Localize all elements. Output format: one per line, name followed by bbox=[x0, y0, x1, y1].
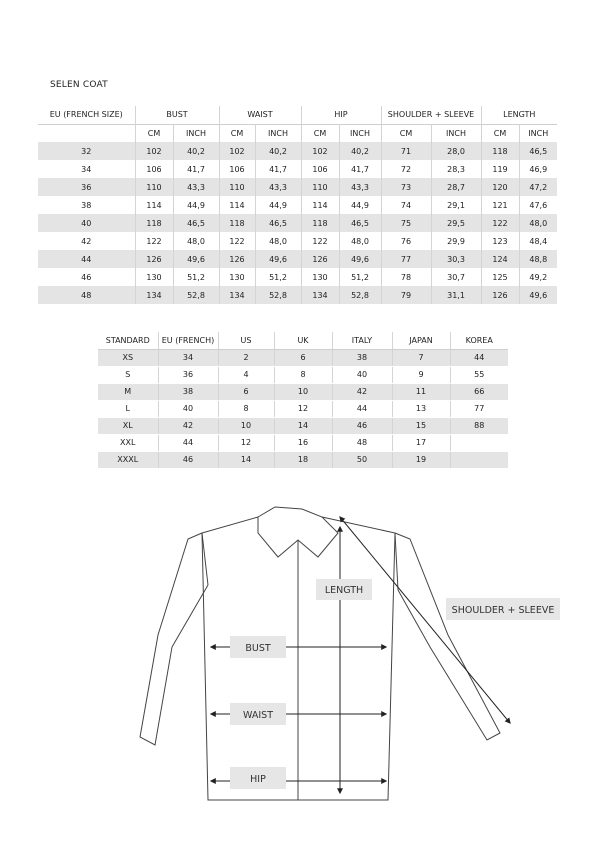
table-cell: 29,1 bbox=[431, 196, 481, 214]
column-header: UK bbox=[274, 332, 332, 349]
table-row bbox=[38, 142, 557, 160]
table-cell: 46,5 bbox=[173, 214, 219, 232]
table-cell: 32 bbox=[38, 142, 135, 160]
table-cell: 74 bbox=[381, 196, 431, 214]
waist-label bbox=[230, 703, 286, 725]
table-row bbox=[38, 250, 557, 268]
table-cell: 49,6 bbox=[173, 250, 219, 268]
table-cell: 46 bbox=[38, 268, 135, 286]
table-cell: 28,3 bbox=[431, 160, 481, 178]
table-cell: 17 bbox=[392, 434, 450, 451]
table-cell: 119 bbox=[481, 160, 519, 178]
bust-label-text: BUST bbox=[245, 643, 271, 654]
table-cell: 122 bbox=[135, 232, 173, 250]
table-cell: 44,9 bbox=[339, 196, 381, 214]
table-row bbox=[38, 232, 557, 250]
table-cell: 51,2 bbox=[339, 268, 381, 286]
table-cell: XXXL bbox=[98, 451, 158, 468]
table-cell: 102 bbox=[301, 142, 339, 160]
size-table bbox=[38, 106, 557, 304]
table-cell: 11 bbox=[392, 383, 450, 400]
table-cell bbox=[450, 451, 508, 468]
unit-header: CM bbox=[301, 124, 339, 142]
table-cell: 126 bbox=[219, 250, 255, 268]
table-cell: 52,8 bbox=[339, 286, 381, 304]
table-cell: 79 bbox=[381, 286, 431, 304]
column-header: SHOULDER + SLEEVE bbox=[381, 106, 481, 124]
column-header: ITALY bbox=[332, 332, 392, 349]
table-cell: 52,8 bbox=[173, 286, 219, 304]
table-cell: 77 bbox=[381, 250, 431, 268]
table-cell: 114 bbox=[135, 196, 173, 214]
table-cell: 46,5 bbox=[255, 214, 301, 232]
table-cell: 75 bbox=[381, 214, 431, 232]
table-cell: 110 bbox=[301, 178, 339, 196]
column-header: JAPAN bbox=[392, 332, 450, 349]
table-cell: 106 bbox=[135, 160, 173, 178]
table-cell: 40 bbox=[332, 366, 392, 383]
table-cell: 130 bbox=[301, 268, 339, 286]
table-cell: 48 bbox=[332, 434, 392, 451]
table-cell: 8 bbox=[274, 366, 332, 383]
table-cell: 52,8 bbox=[255, 286, 301, 304]
unit-header: INCH bbox=[173, 124, 219, 142]
table-cell: 48,0 bbox=[255, 232, 301, 250]
table-cell: 30,3 bbox=[431, 250, 481, 268]
unit-header: INCH bbox=[431, 124, 481, 142]
table-cell: 12 bbox=[218, 434, 274, 451]
table-cell: 44 bbox=[158, 434, 218, 451]
table-cell: 7 bbox=[392, 349, 450, 366]
table-cell: 48,8 bbox=[519, 250, 557, 268]
table-row bbox=[98, 417, 508, 434]
table-row bbox=[98, 434, 508, 451]
table-cell: 38 bbox=[158, 383, 218, 400]
table-cell: L bbox=[98, 400, 158, 417]
table-row bbox=[38, 196, 557, 214]
table-cell: 49,2 bbox=[529, 272, 548, 282]
unit-header: INCH bbox=[255, 124, 301, 142]
length-label-text: LENGTH bbox=[324, 585, 364, 596]
table-cell: 46,5 bbox=[519, 142, 557, 160]
standard-size-table bbox=[98, 332, 508, 469]
table-cell: XL bbox=[98, 417, 158, 434]
table-cell: 6 bbox=[274, 349, 332, 366]
table-cell: 16 bbox=[274, 434, 332, 451]
table-cell: 55 bbox=[450, 366, 508, 383]
table-cell: 40,2 bbox=[339, 142, 381, 160]
table-row bbox=[98, 366, 508, 383]
table-cell: 41,7 bbox=[339, 160, 381, 178]
table-cell: 13 bbox=[392, 400, 450, 417]
right-sleeve-outline bbox=[395, 533, 500, 740]
table-cell: 48,0 bbox=[519, 214, 557, 232]
table-cell: 121 bbox=[481, 196, 519, 214]
table-cell: 106 bbox=[301, 160, 339, 178]
column-header: STANDARD bbox=[98, 332, 158, 349]
table-cell: 44,9 bbox=[173, 196, 219, 214]
table-row bbox=[38, 268, 557, 286]
table-cell: 43,3 bbox=[255, 178, 301, 196]
page-title: SELEN COAT bbox=[50, 80, 108, 90]
table-cell: 130 bbox=[135, 268, 173, 286]
table-cell: 15 bbox=[392, 417, 450, 434]
table-cell: 44 bbox=[38, 250, 135, 268]
table-cell: XXL bbox=[98, 434, 158, 451]
table-cell: M bbox=[98, 383, 158, 400]
length-label bbox=[316, 579, 372, 600]
table-cell: 51,2 bbox=[255, 268, 301, 286]
column-header: HIP bbox=[301, 106, 381, 124]
table-cell: 44,9 bbox=[255, 196, 301, 214]
table-cell: 41,7 bbox=[173, 160, 219, 178]
table-cell: 122 bbox=[219, 232, 255, 250]
table-row bbox=[98, 451, 508, 468]
hip-label-text: HIP bbox=[250, 774, 266, 785]
table-cell: 18 bbox=[274, 451, 332, 468]
table-cell: 46 bbox=[332, 417, 392, 434]
bust-label bbox=[230, 636, 286, 658]
table-cell bbox=[450, 434, 508, 451]
unit-header: CM bbox=[381, 124, 431, 142]
table-cell: 6 bbox=[218, 383, 274, 400]
table-cell: 49,6 bbox=[255, 250, 301, 268]
table-cell: 44 bbox=[332, 400, 392, 417]
table-cell: 134 bbox=[219, 286, 255, 304]
standard-table-body bbox=[98, 349, 508, 468]
table-cell: 76 bbox=[381, 232, 431, 250]
table-cell: 134 bbox=[301, 286, 339, 304]
size-table-body bbox=[38, 142, 557, 304]
table-cell: 123 bbox=[481, 232, 519, 250]
table-cell: 40 bbox=[38, 214, 135, 232]
table-cell: 38 bbox=[38, 196, 135, 214]
waist-label-text: WAIST bbox=[242, 710, 274, 721]
table-cell: 126 bbox=[135, 250, 173, 268]
table-cell: 124 bbox=[481, 250, 519, 268]
shoulder-seam-right bbox=[395, 533, 398, 590]
table-cell: 51,2 bbox=[173, 268, 219, 286]
table-cell: 118 bbox=[481, 142, 519, 160]
table-cell: 114 bbox=[301, 196, 339, 214]
table-row bbox=[38, 160, 557, 178]
table-cell: 48,0 bbox=[339, 232, 381, 250]
table-cell: 30,7 bbox=[431, 268, 481, 286]
table-cell: 102 bbox=[135, 142, 173, 160]
table-cell: 44 bbox=[450, 349, 508, 366]
table-cell: 42 bbox=[38, 232, 135, 250]
unit-header: INCH bbox=[528, 128, 549, 138]
table-cell: 122 bbox=[301, 232, 339, 250]
table-cell: XS bbox=[98, 349, 158, 366]
column-header: EU (FRENCH) bbox=[158, 332, 218, 349]
table-cell: 122 bbox=[481, 214, 519, 232]
column-header: EU (FRENCH SIZE) bbox=[38, 106, 135, 124]
table-cell: S bbox=[98, 366, 158, 383]
table-cell: 46 bbox=[158, 451, 218, 468]
unit-header: CM bbox=[219, 124, 255, 142]
table-cell: 8 bbox=[218, 400, 274, 417]
table-cell: 72 bbox=[381, 160, 431, 178]
table-cell: 77 bbox=[450, 400, 508, 417]
shoulder-sleeve-label-text: SHOULDER + SLEEVE bbox=[451, 605, 555, 616]
table-cell: 50 bbox=[332, 451, 392, 468]
hip-label bbox=[230, 767, 286, 789]
table-cell: 19 bbox=[392, 451, 450, 468]
table-cell: 28,7 bbox=[431, 178, 481, 196]
table-cell: 43,3 bbox=[173, 178, 219, 196]
column-header: BUST bbox=[135, 106, 219, 124]
table-cell: 34 bbox=[158, 349, 218, 366]
unit-header: INCH bbox=[339, 124, 381, 142]
coat-measurement-diagram bbox=[0, 495, 595, 815]
table-cell: 10 bbox=[274, 383, 332, 400]
table-cell: 42 bbox=[158, 417, 218, 434]
table-cell: 14 bbox=[274, 417, 332, 434]
table-cell: 114 bbox=[219, 196, 255, 214]
shoulder-sleeve-label bbox=[446, 598, 560, 620]
column-header: WAIST bbox=[219, 106, 301, 124]
table-cell: 9 bbox=[392, 366, 450, 383]
table-cell: 31,1 bbox=[431, 286, 481, 304]
table-cell: 4 bbox=[218, 366, 274, 383]
table-row bbox=[38, 178, 557, 196]
table-cell: 73 bbox=[381, 178, 431, 196]
standard-table-header-row bbox=[98, 332, 508, 349]
table-cell: 130 bbox=[219, 268, 255, 286]
table-cell: 12 bbox=[274, 400, 332, 417]
table-cell: 36 bbox=[38, 178, 135, 196]
table-cell: 40 bbox=[158, 400, 218, 417]
table-cell: 78 bbox=[381, 268, 431, 286]
table-cell: 110 bbox=[219, 178, 255, 196]
table-cell: 10 bbox=[218, 417, 274, 434]
table-cell: 41,7 bbox=[255, 160, 301, 178]
table-cell: 47,6 bbox=[529, 200, 548, 210]
table-cell: 71 bbox=[381, 142, 431, 160]
table-cell: 42 bbox=[332, 383, 392, 400]
column-header: US bbox=[218, 332, 274, 349]
table-cell: 48,4 bbox=[529, 236, 548, 246]
table-cell: 126 bbox=[301, 250, 339, 268]
table-cell: 43,3 bbox=[339, 178, 381, 196]
table-cell: 49,6 bbox=[519, 286, 557, 304]
table-cell: 14 bbox=[218, 451, 274, 468]
table-cell: 38 bbox=[332, 349, 392, 366]
table-cell: 120 bbox=[481, 178, 519, 196]
table-cell: 125 bbox=[481, 268, 519, 286]
table-cell: 28,0 bbox=[431, 142, 481, 160]
table-cell: 40,2 bbox=[173, 142, 219, 160]
table-row bbox=[98, 400, 508, 417]
table-cell: 118 bbox=[135, 214, 173, 232]
unit-header: CM bbox=[481, 124, 519, 142]
table-row bbox=[98, 383, 508, 400]
table-cell: 46,9 bbox=[529, 164, 548, 174]
table-cell: 46,5 bbox=[339, 214, 381, 232]
size-table-unit-row bbox=[38, 124, 557, 142]
table-row bbox=[38, 286, 557, 304]
column-header: KOREA bbox=[450, 332, 508, 349]
table-cell: 40,2 bbox=[255, 142, 301, 160]
table-cell: 118 bbox=[301, 214, 339, 232]
table-cell: 29,9 bbox=[431, 232, 481, 250]
table-cell: 106 bbox=[219, 160, 255, 178]
table-cell: 36 bbox=[158, 366, 218, 383]
table-cell: 88 bbox=[450, 417, 508, 434]
table-cell: 102 bbox=[219, 142, 255, 160]
left-sleeve-outline bbox=[140, 533, 208, 745]
table-cell: 47,2 bbox=[519, 178, 557, 196]
table-cell: 48 bbox=[38, 286, 135, 304]
table-cell: 49,6 bbox=[339, 250, 381, 268]
unit-header: CM bbox=[135, 124, 173, 142]
table-cell: 29,5 bbox=[431, 214, 481, 232]
unit-header-blank bbox=[38, 124, 135, 142]
table-cell: 110 bbox=[135, 178, 173, 196]
size-table-header-row bbox=[38, 106, 557, 124]
table-cell: 66 bbox=[450, 383, 508, 400]
table-cell: 34 bbox=[38, 160, 135, 178]
column-header: LENGTH bbox=[481, 106, 557, 124]
table-row bbox=[98, 349, 508, 366]
table-cell: 2 bbox=[218, 349, 274, 366]
table-cell: 118 bbox=[219, 214, 255, 232]
table-cell: 134 bbox=[135, 286, 173, 304]
table-cell: 126 bbox=[481, 286, 519, 304]
table-row bbox=[38, 214, 557, 232]
table-cell: 48,0 bbox=[173, 232, 219, 250]
